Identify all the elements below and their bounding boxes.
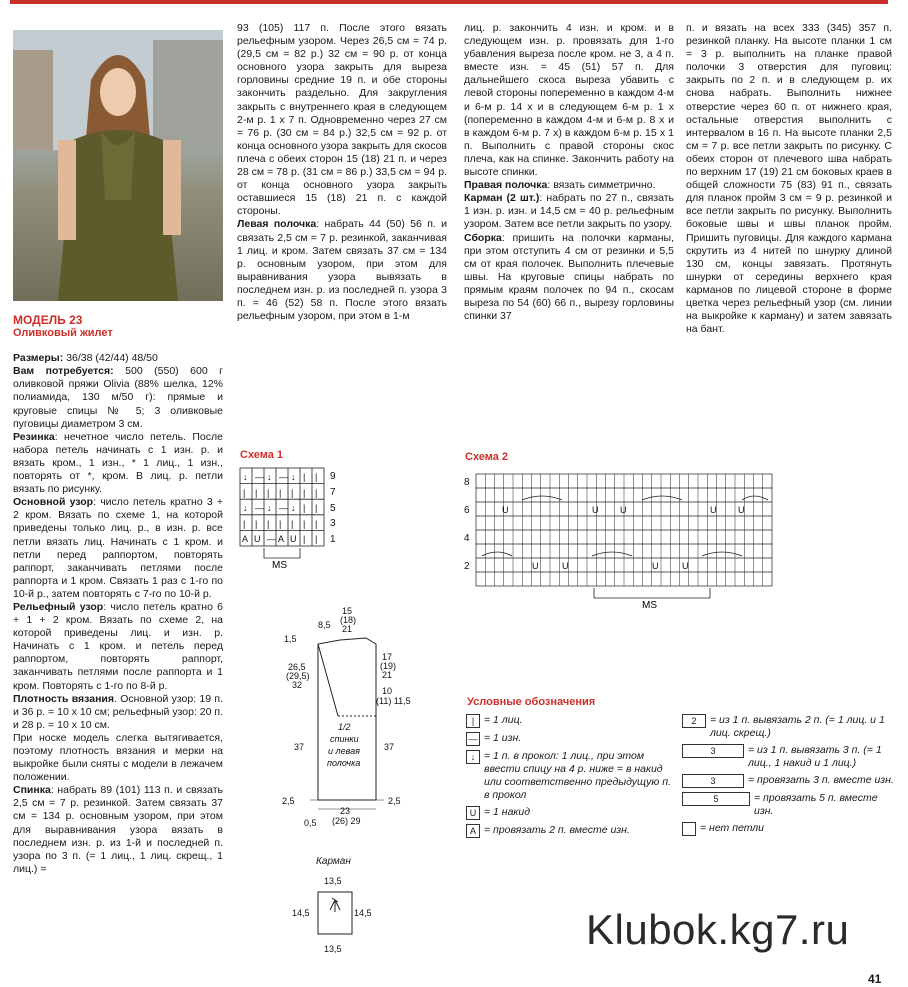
pattern-m37-right: 37 (384, 742, 395, 752)
pattern-m15: 1,5 (284, 634, 297, 644)
pattern-left: (29,5) (286, 671, 310, 681)
increase-two-icon: 2 (682, 714, 706, 728)
pattern-label: спинки (330, 734, 359, 744)
svg-text:↓: ↓ (243, 472, 248, 482)
purl-five-together-icon: 5 (682, 792, 750, 806)
note-paragraph: При носке модель слегка вытягивается, поэтому плотность вязания и мерки на выкройке были сняты с модели в лежачем положении. (13, 731, 223, 784)
svg-text:—: — (255, 472, 264, 482)
schema1-chart (238, 466, 348, 576)
svg-text:|: | (243, 519, 246, 529)
gauge-paragraph: Плотность вязания. Основной узор: 19 п. и 36 р. = 10 х 10 см; рельефный узор: 20 п. и 28 р. = 10 х 10 см. (13, 692, 223, 731)
purl-two-together-icon: A (466, 824, 480, 838)
svg-text:|: | (267, 488, 270, 498)
svg-text:—: — (279, 503, 288, 513)
svg-text:|: | (315, 488, 318, 498)
svg-text:↓: ↓ (291, 503, 296, 513)
legend-item: U = 1 накид (466, 806, 676, 820)
pattern-bottom: 23 (340, 806, 351, 816)
legend-item: 2 = из 1 п. вывязать 2 п. (= 1 лиц. и 1 лиц. скрещ.) (682, 714, 894, 740)
svg-text:U: U (502, 505, 509, 515)
materials-paragraph: Вам потребуется: 500 (550) 600 г оливковой пряжи Olivia (88% шелка, 12% полиамида, 130 м/50 г): прямые и круговые спицы № 5; 3 оливковые пуговицы диаметром 3 см. (13, 365, 223, 430)
svg-text:—: — (255, 503, 264, 513)
svg-text:|: | (303, 503, 306, 513)
assembly-paragraph: Сборка: пришить на полочки карманы, при этом отступить 4 см от резинки и 5,5 см от края полочек. Выполнить плечевые швы. На круговые спицы набрать по прямым краям полочек по 94 п., скосам выреза по 54 (60) 66 п., вырезу горловины спинки 37 (464, 231, 674, 323)
back-paragraph: Спинка: набрать 89 (101) 113 п. и связать 2,5 см = 7 р. резинкой. Затем связать 37 см = 134 р. основным узором, при этом для выравнивания узора вязать в последнем изн. р. из 1-й и последней п. узора по 3 п. (= 1 лиц., 1 лиц. скрещ., 1 лиц.) = (13, 784, 223, 875)
relief-pattern-paragraph: Рельефный узор: число петель кратно 6 + 1 + 2 кром. Вязать по схеме 2, на которой приведены лиц. и изн. р. Начинать с 1 кром. и петель перед раппортом, повторять раппорт, заканчивать петлями после раппорта и 1 кром. Повторять с 1-го по 8-й р. (13, 600, 223, 692)
pattern-m85: 8,5 (318, 620, 331, 630)
main-pattern-paragraph: Основной узор: число петель кратно 3 + 2 кром. Вязать по схеме 1, на которой приведены только лиц. р., в изн. р. все петли вязать лиц. Начинать с 1 кром. и петли перед раппортом, повторять раппорт, заканчивать петлями после раппорта и 1 кром. Связать 1 раз с 1-го по 10-й р., затем повторять с 7-го по 10-й р. (13, 496, 223, 600)
svg-text:U: U (290, 534, 297, 544)
right-front-paragraph: Правая полочка: вязать симметрично. (464, 179, 656, 192)
pattern-label: полочка (327, 758, 361, 768)
svg-text:|: | (303, 519, 306, 529)
no-stitch-icon (682, 822, 696, 836)
svg-text:|: | (291, 488, 294, 498)
text-column-3 (464, 22, 674, 323)
schema1-row-label: 7 (330, 487, 336, 498)
svg-text:U: U (620, 505, 627, 515)
watermark: Klubok.kg7.ru (586, 906, 850, 953)
svg-text:↓: ↓ (267, 472, 272, 482)
legend-item: 5 = провязать 5 п. вместе изн. (682, 792, 894, 818)
page-number: 41 (868, 972, 882, 986)
schema2-ms-label: MS (642, 600, 657, 611)
svg-text:|: | (267, 519, 270, 529)
legend-right (682, 714, 894, 840)
svg-text:—: — (267, 534, 276, 544)
pattern-m10: (11) 11,5 (376, 696, 411, 706)
rib-paragraph: Резинка: нечетное число петель. После набора петель начинать с 1 изн. р. и вязать кром., 1 изн., * 1 лиц., 1 изн., повторять от *, кром. В лиц. р. петли вязать по рисунку. (13, 430, 223, 496)
svg-text:A: A (278, 534, 285, 544)
pocket-left: 14,5 (292, 908, 310, 918)
pattern-top: (18) (340, 615, 357, 625)
svg-text:U: U (682, 561, 689, 571)
svg-text:|: | (303, 488, 306, 498)
legend-title: Условные обозначения (467, 696, 596, 708)
pattern-m25-right: 2,5 (388, 796, 401, 806)
pattern-m25-left: 2,5 (282, 796, 295, 806)
svg-text:|: | (315, 534, 318, 544)
svg-text:↓: ↓ (267, 503, 272, 513)
svg-text:U: U (710, 505, 717, 515)
sizes-paragraph: Размеры: 36/38 (42/44) 48/50 (13, 352, 158, 365)
pattern-label: и левая (328, 746, 360, 756)
svg-text:U: U (532, 561, 539, 571)
pocket-right: 14,5 (354, 908, 372, 918)
legend-item: 3 = провязать 3 п. вместе изн. (682, 774, 894, 788)
svg-text:U: U (562, 561, 569, 571)
text-column-4 (686, 22, 892, 336)
back-continued-paragraph: 93 (105) 117 п. После этого вязать рельефным узором. Через 26,5 см = 74 р. (29,5 см = 82 р.) 32 см = 90 р. от конца основного узора закрыть для выреза горловины средние 19 п. и обе стороны закончить раздельно. Для закругления закрыть с внутреннего края в следующем 2-м р. 1 х 7 п. Одновременно через 27 см = 76 р. (30 см = 84 р.) 32,5 см = 92 р. от конца основного узора закрыть для скосов плеча с обеих сторон 15 (18) 21 п. и через 28 см = 78 р. (31 см = 86 р.) 33,5 см = 94 р. от конца основного узора закрыть оставшиеся 15 (18) 21 п. с каждой стороны. (237, 22, 447, 218)
increase-three-icon: 3 (682, 744, 744, 758)
schema2-row-label: 4 (464, 533, 470, 544)
pattern-right: (19) (380, 661, 397, 671)
schema1-row-label: 3 (330, 518, 336, 529)
pocket-title: Карман (316, 856, 351, 867)
pocket-paragraph: Карман (2 шт.): набрать по 27 п., связать 1 изн. р. изн. и 14,5 см = 40 р. рельефным узором. Затем все петли закрыть по узору. (464, 192, 674, 231)
svg-text:|: | (255, 488, 258, 498)
svg-text:—: — (279, 472, 288, 482)
svg-text:|: | (279, 488, 282, 498)
legend-item: — = 1 изн. (466, 732, 676, 746)
schema2-title: Схема 2 (465, 451, 509, 463)
legend-item: 3 = из 1 п. вывязать 3 п. (= 1 лиц., 1 накид и 1 лиц.) (682, 744, 894, 770)
left-front-paragraph: Левая полочка: набрать 44 (50) 56 п. и связать 2,5 см = 7 р. резинкой, заканчивая 1 лиц. и кром. Затем связать 37 см = 134 р. основным узором, при этом для выравнивания узора вывязать в последнем изн. р. из последней п. узора 3 п. = 46 (52) 58 п. После этого вязать рельефным узором, при этом в 1-м (237, 218, 447, 323)
top-accent-bar (10, 0, 888, 4)
pattern-top: 15 (342, 606, 353, 616)
svg-text:|: | (303, 472, 306, 482)
text-column-1 (13, 314, 223, 876)
garment-pattern (280, 604, 420, 830)
left-front-continued-paragraph: лиц. р. закончить 4 изн. и кром. и в следующем изн. р. провязать для 1-го убавления выреза после кром. не 3, а 4 п. вместе изн. = 45 (51) 57 п. Для дальнейшего скоса выреза убавить с левой стороны попеременно в каждом 4-м и 6-м р. 14 х и в следующем 6-м р. 1 х (попеременно в каждом 4-м и 6-м р. 8 х и в каждом 6-м р. 7 х) в каждом 6-м р. 15 х 1 п. Выполнить с правой стороны скос плеча, как на спинке. Закончить работу на высоте спинки. (464, 22, 674, 179)
pattern-right: 21 (382, 670, 393, 680)
pattern-left: 26,5 (288, 662, 306, 672)
knit-icon: | (466, 714, 480, 728)
svg-text:U: U (254, 534, 261, 544)
model-title: МОДЕЛЬ 23 (13, 313, 83, 327)
arrow-down-icon: ↓ (466, 750, 480, 764)
schema1-title: Схема 1 (240, 449, 284, 461)
yarn-over-icon: U (466, 806, 480, 820)
purl-icon: — (466, 732, 480, 746)
svg-text:A: A (242, 534, 249, 544)
pattern-m05: 0,5 (304, 818, 317, 828)
model-photo (13, 30, 223, 301)
model-subtitle: Оливковый жилет (13, 327, 113, 340)
pocket-bottom: 13,5 (324, 944, 342, 954)
svg-text:↓: ↓ (243, 503, 248, 513)
svg-text:|: | (255, 519, 258, 529)
pattern-m37-left: 37 (294, 742, 305, 752)
svg-text:|: | (291, 519, 294, 529)
svg-text:|: | (303, 534, 306, 544)
pattern-label: 1/2 (338, 722, 351, 732)
svg-text:|: | (243, 488, 246, 498)
schema1-row-label: 9 (330, 471, 336, 482)
pocket-diagram (290, 870, 380, 960)
schema1-ms-label: MS (272, 560, 287, 571)
schema2-row-label: 8 (464, 477, 470, 488)
schema2-row-label: 6 (464, 505, 470, 516)
text-column-2 (237, 22, 447, 323)
legend-item: ↓ = 1 п. в прокол: 1 лиц., при этом ввести спицу на 4 р. ниже = в накид или соответственно предыдущую п. в прокол (466, 750, 676, 802)
schema1-row-label: 1 (330, 534, 336, 545)
svg-text:|: | (315, 519, 318, 529)
svg-text:|: | (279, 519, 282, 529)
schema1-row-label: 5 (330, 503, 336, 514)
assembly-continued-paragraph: п. и вязать на всех 333 (345) 357 п. резинкой планку. На высоте планки 1 см = 3 р. выполнить на планке правой полочки 3 отверстия для пуговиц: закрыть по 2 п. и в следующем р. их снова набрать. Выполнить нижнее отверстие через 60 п. от нижнего края, остальные отверстия выполнить с интервалом в 16 п. На высоте планки 2,5 см = 7 р. все петли закрыть по рисунку. С обеих сторон от плечевого шва набрать по верхним 17 (19) 21 см боковых краев в общей сложности 75 (83) 91 п., связать для планок пройм 3 см = 9 р. резинкой и все петли закрыть по рисунку. Выполнить боковые швы и швы планок пройм. Пришить пуговицы. Для каждого кармана скрутить из 4 нитей по шнурку длиной 130 см, концы завязать. Протянуть шнурки от середины верхнего края карманов по лицевой стороне в форме цветка через рельефный узор (см. линии на выкройке к карману) и затем завязать на бант. (686, 22, 892, 336)
purl-three-together-icon: 3 (682, 774, 744, 788)
pocket-top: 13,5 (324, 876, 342, 886)
svg-text:|: | (315, 472, 318, 482)
pattern-bottom: (26) 29 (332, 816, 361, 826)
svg-text:U: U (652, 561, 659, 571)
svg-text:U: U (592, 505, 599, 515)
pattern-right: 17 (382, 652, 393, 662)
svg-text:U: U (738, 505, 745, 515)
legend-item: | = 1 лиц. (466, 714, 676, 728)
svg-text:↓: ↓ (291, 472, 296, 482)
pattern-m10: 10 (382, 686, 393, 696)
legend-left (466, 714, 676, 842)
schema2-chart (462, 470, 780, 612)
schema2-row-label: 2 (464, 561, 470, 572)
legend-item: = нет петли (682, 822, 894, 836)
svg-text:|: | (315, 503, 318, 513)
pattern-top: 21 (342, 624, 353, 634)
pattern-left: 32 (292, 680, 303, 690)
legend-item: A = провязать 2 п. вместе изн. (466, 824, 676, 838)
